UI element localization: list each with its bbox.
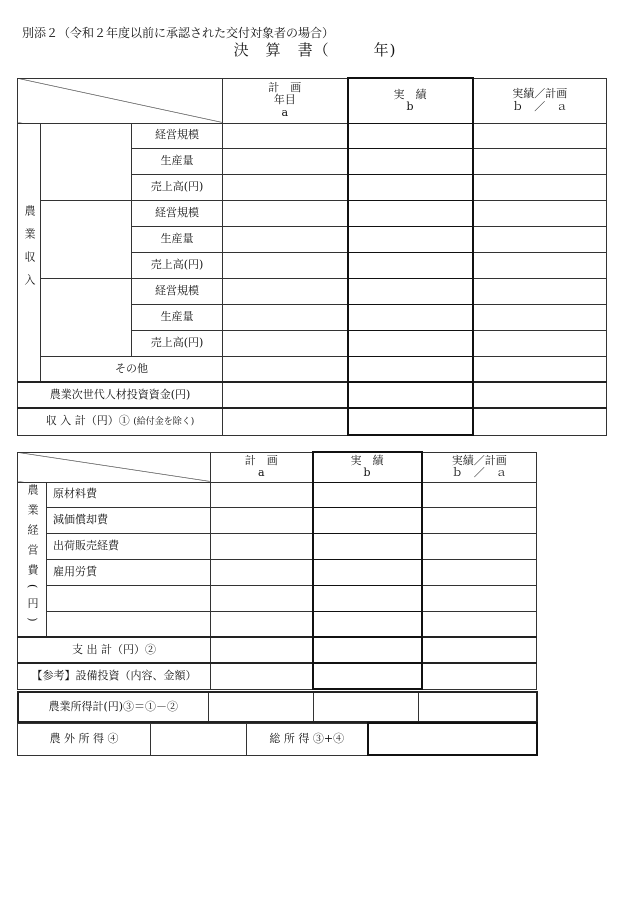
col-actual-header [313,452,422,482]
actual-cell[interactable] [313,585,422,611]
actual-cell[interactable] [348,252,473,278]
plan-cell[interactable] [211,482,313,507]
expense-item-label: 出荷販売経費 [47,533,211,559]
expense-total-label: 支 出 計（円）② [18,637,211,663]
actual-cell[interactable] [313,482,422,507]
col-plan-line3: a [281,105,289,119]
income-total-text: 収 入 計（円）① [45,414,130,428]
row-label: 生産量 [132,148,223,174]
plan-cell[interactable] [223,148,348,174]
actual-cell[interactable] [313,637,422,663]
ratio-cell[interactable] [473,200,607,226]
actual-cell[interactable] [313,507,422,533]
crop-name-cell[interactable] [41,200,132,278]
col-actual-line2: b [406,99,414,113]
non-farm-income-value[interactable] [151,723,247,755]
attachment-note: 別添２（令和２年度以前に承認された交付対象者の場合） [22,26,335,40]
col-plan-line1: 計 画 [268,81,302,95]
plan-cell[interactable] [223,278,348,304]
plan-cell[interactable] [223,408,348,435]
side-label: 農業収入 [23,204,37,297]
expense-item-blank[interactable] [47,585,211,611]
ratio-cell[interactable] [422,533,537,559]
row-label: 生産量 [132,304,223,330]
col-plan-header [223,78,348,123]
farm-income-table [17,691,538,723]
title-left: 決 算 書（ [233,41,330,59]
ratio-cell[interactable] [422,482,537,507]
actual-cell[interactable] [348,278,473,304]
row-label: 生産量 [132,226,223,252]
crop-name-cell[interactable] [41,278,132,356]
col-ratio-line2: ｂ ／ ａ [451,466,507,479]
ratio-cell[interactable] [422,559,537,585]
actual-cell[interactable] [348,148,473,174]
actual-cell[interactable] [348,123,473,148]
ratio-cell[interactable] [473,148,607,174]
total-income-value[interactable] [368,723,537,755]
ratio-cell[interactable] [422,663,537,689]
plan-cell[interactable] [211,559,313,585]
ratio-cell[interactable] [473,278,607,304]
col-ratio-line1: 実績／計画 [451,453,507,467]
plan-cell[interactable] [223,252,348,278]
total-income-label: 総 所 得 ③+④ [247,723,368,755]
plan-cell[interactable] [223,382,348,408]
plan-cell[interactable] [223,304,348,330]
side-label-cell [18,482,47,637]
ratio-cell[interactable] [473,408,607,435]
col-ratio-line2: ｂ ／ ａ [512,99,568,113]
plan-cell[interactable] [223,226,348,252]
plan-cell[interactable] [223,356,348,382]
actual-cell[interactable] [313,692,418,722]
document-title [0,39,630,60]
actual-cell[interactable] [348,330,473,356]
header-diagonal-cell [18,452,211,482]
col-plan-line1: 計 画 [244,453,278,467]
row-label: 売上高(円) [132,252,223,278]
col-plan-header [211,452,313,482]
non-farm-income-label: 農 外 所 得 ④ [18,723,151,755]
ratio-cell[interactable] [422,611,537,637]
plan-cell[interactable] [223,200,348,226]
expense-item-blank[interactable] [47,611,211,637]
actual-cell[interactable] [313,533,422,559]
col-actual-line2: b [363,466,371,480]
total-income-table [17,722,538,756]
actual-cell[interactable] [348,226,473,252]
col-ratio-header [422,452,537,482]
ratio-cell[interactable] [473,356,607,382]
plan-cell[interactable] [211,507,313,533]
col-actual-line1: 実 績 [350,454,384,468]
ratio-cell[interactable] [418,692,537,722]
expense-item-label: 雇用労賃 [47,559,211,585]
actual-cell[interactable] [313,663,422,689]
side-label: 農業経営費(円) [26,484,40,631]
actual-cell[interactable] [348,408,473,435]
crop-name-cell[interactable] [41,123,132,200]
ratio-cell[interactable] [473,330,607,356]
plan-cell[interactable] [223,123,348,148]
other-label: その他 [41,356,223,382]
row-label: 経営規模 [132,123,223,148]
ratio-cell[interactable] [473,226,607,252]
row-label: 売上高(円) [132,330,223,356]
actual-cell[interactable] [348,382,473,408]
header-diagonal-cell [18,78,223,123]
title-right: 年) [373,41,397,59]
side-label-cell [18,123,41,382]
expense-item-label: 原材料費 [47,482,211,507]
actual-cell[interactable] [348,174,473,200]
income-total-label [18,408,223,435]
ratio-cell[interactable] [473,174,607,200]
plan-cell[interactable] [211,611,313,637]
col-actual-line1: 実 績 [393,87,427,101]
ratio-cell[interactable] [473,252,607,278]
reference-label: 【参考】設備投資（内容、金額） [18,663,211,689]
ratio-cell[interactable] [473,123,607,148]
actual-cell[interactable] [313,611,422,637]
col-actual-header [348,78,473,123]
actual-cell[interactable] [313,559,422,585]
plan-cell[interactable] [223,174,348,200]
subsidy-label: 農業次世代人材投資資金(円) [18,382,223,408]
plan-cell[interactable] [223,330,348,356]
plan-cell[interactable] [211,637,313,663]
actual-cell[interactable] [348,356,473,382]
plan-cell[interactable] [211,663,313,689]
col-ratio-header [473,78,607,123]
plan-cell[interactable] [211,585,313,611]
actual-cell[interactable] [348,200,473,226]
row-label: 売上高(円) [132,174,223,200]
col-ratio-line1: 実績／計画 [512,87,568,101]
ratio-cell[interactable] [422,585,537,611]
ratio-cell[interactable] [473,304,607,330]
ratio-cell[interactable] [422,637,537,663]
row-label: 経営規模 [132,200,223,226]
actual-cell[interactable] [348,304,473,330]
col-plan-line2: a [257,466,265,479]
farm-income-label: 農業所得計(円)③＝①－② [18,692,208,722]
row-label: 経営規模 [132,278,223,304]
ratio-cell[interactable] [422,507,537,533]
expense-table [17,451,537,690]
expense-item-label: 減価償却費 [47,507,211,533]
income-total-note: (給付金を除く) [133,417,195,428]
plan-cell[interactable] [211,533,313,559]
income-table [17,77,607,436]
col-plan-line2: 年目 [273,93,296,107]
plan-cell[interactable] [208,692,313,722]
ratio-cell[interactable] [473,382,607,408]
